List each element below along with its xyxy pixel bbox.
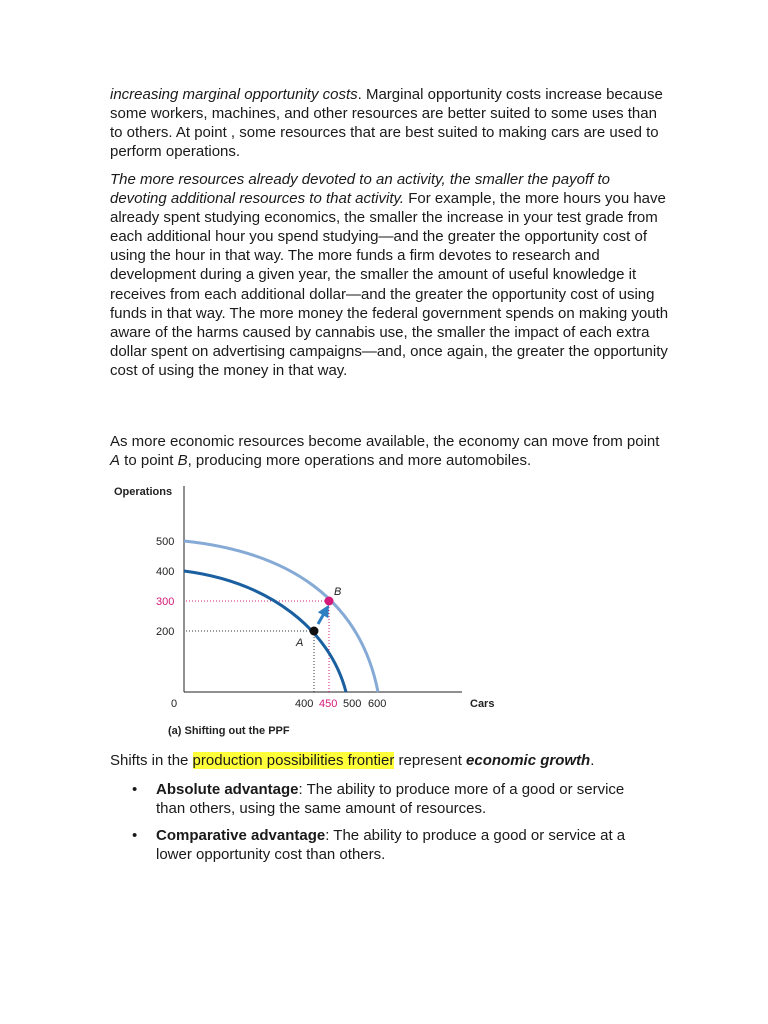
- chart-caption: (a) Shifting out the PPF: [168, 725, 290, 737]
- bullet-marker: •: [132, 781, 138, 798]
- text-segment: to point: [120, 452, 178, 470]
- bullet-text: : The ability to produce a good or service at a lower opportunity cost than others.: [156, 827, 626, 864]
- text-segment: .: [590, 752, 595, 769]
- y-tick-label: 500: [156, 536, 175, 548]
- highlighted-term: production possibilities frontier: [192, 752, 395, 769]
- bullet-marker: •: [132, 827, 138, 844]
- bullet-text: : The ability to produce more of a good or service than others, using the same amount of resources.: [156, 781, 625, 818]
- shift-arrow: [318, 610, 326, 624]
- text-segment: Shifts in the: [110, 752, 193, 769]
- y-axis-label: Operations: [114, 486, 173, 498]
- bullet-term: Absolute advantage: [156, 781, 299, 798]
- paragraph-shifts: [110, 751, 670, 770]
- ppf-outer-curve: [184, 541, 378, 692]
- origin-label: 0: [171, 698, 178, 710]
- bullet-term: Comparative advantage: [156, 827, 326, 844]
- text-segment: , producing more operations and more automobiles.: [187, 452, 532, 470]
- paragraph-text: . Marginal opportunity costs increase because some workers, machines, and other resources are better suited to some uses than to others. At point , some resources that are best suited to making cars are used to perform operations.: [110, 86, 663, 161]
- x-tick-label: 400: [295, 698, 314, 710]
- x-axis-label: Cars: [470, 698, 495, 710]
- bold-term: economic growth: [466, 752, 591, 769]
- italic-sentence: The more resources already devoted to an activity, the smaller the payoff to devoting additional resources to that activity.: [110, 171, 610, 208]
- paragraph-resources: [110, 170, 670, 380]
- point-a-label: A: [296, 637, 304, 649]
- paragraph-economic-resources: [110, 432, 670, 470]
- point-b-label: B: [334, 586, 342, 598]
- point-a: [310, 627, 319, 636]
- x-tick-label: 450: [319, 698, 338, 710]
- paragraph-marginal-costs: [110, 85, 670, 161]
- point-b-ref: B: [177, 452, 188, 470]
- point-a-ref: A: [110, 452, 121, 470]
- y-tick-label: 200: [156, 626, 175, 638]
- text-segment: As more economic resources become available, the economy can move from point: [110, 433, 660, 450]
- text-segment: represent: [394, 752, 467, 769]
- paragraph-text: For example, the more hours you have already spent studying economics, the smaller the increase in your test grade from each additional hour you spend studying—and the greater the opportunity cost of using the hour in that way. The more funds a firm devotes to research and development during a given year, the smaller the amount of useful knowledge it receives from each additional dollar—and the greater the opportunity cost of using funds in that way. The more money the federal government spends on making youth aware of the harms caused by cannabis use, the smaller the impact of each extra dollar spent on advertising campaigns—and, once again, the greater the opportunity cost of using the money in that way.: [110, 190, 669, 379]
- italic-phrase: increasing marginal opportunity costs: [110, 86, 358, 103]
- y-tick-label: 300: [156, 596, 175, 608]
- ppf-inner-curve: [184, 571, 346, 692]
- y-tick-label: 400: [156, 566, 175, 578]
- point-b: [325, 597, 334, 606]
- x-tick-label: 600: [368, 698, 387, 710]
- x-tick-label: 500: [343, 698, 362, 710]
